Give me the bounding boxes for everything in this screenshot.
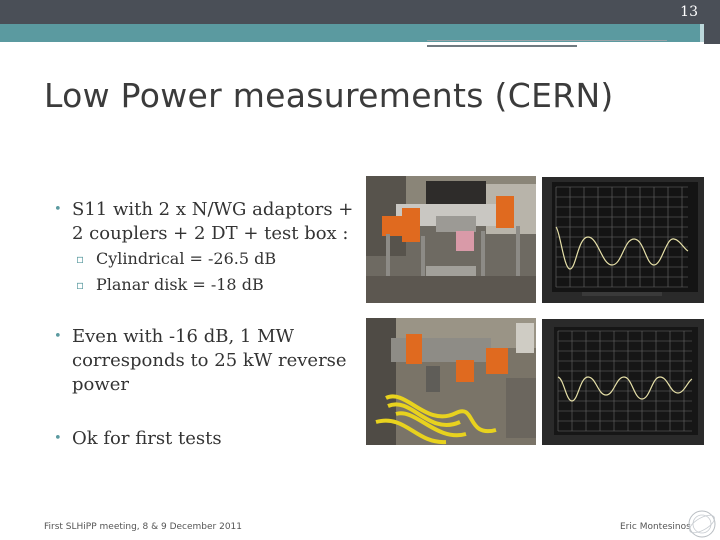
footer-event: First SLHiPP meeting, 8 & 9 December 2011 — [44, 522, 243, 532]
bullet-dot-icon: • — [54, 329, 62, 344]
bullet-text: Ok for first tests — [72, 428, 222, 449]
header-band — [0, 0, 720, 24]
bullet-text: S11 with 2 x N/WG adaptors + 2 couplers + 2 DT + test box : — [72, 199, 354, 244]
sub-bullet-item — [76, 273, 264, 297]
photo-test-bench-bottom — [366, 318, 536, 445]
photo-vna-screen-top — [542, 177, 704, 303]
sub-bullet-item — [76, 247, 276, 271]
sub-bullet-marker-icon: ▫ — [76, 278, 85, 292]
bullet-item — [48, 427, 362, 451]
sub-bullet-marker-icon: ▫ — [76, 252, 85, 266]
photo-test-bench-top — [366, 176, 536, 303]
sub-bullet-text: Cylindrical = -26.5 dB — [96, 249, 277, 268]
footer-author: Eric Montesinos — [620, 522, 691, 532]
bullet-item — [48, 198, 362, 246]
bullet-text: Even with -16 dB, 1 MW corresponds to 25 kW reverse power — [72, 326, 347, 395]
bullet-dot-icon: • — [54, 202, 62, 217]
bullet-item — [48, 325, 362, 397]
photo-vna-screen-bottom — [542, 319, 704, 445]
header-rule-lower — [427, 45, 577, 47]
slide-title: Low Power measurements (CERN) — [44, 76, 614, 115]
header-rule-upper — [427, 40, 667, 41]
header-corner-block — [704, 0, 720, 44]
slide-number: 13 — [680, 4, 698, 20]
sub-bullet-text: Planar disk = -18 dB — [96, 275, 264, 294]
bullet-dot-icon: • — [54, 431, 62, 446]
cern-logo-icon — [686, 508, 718, 540]
